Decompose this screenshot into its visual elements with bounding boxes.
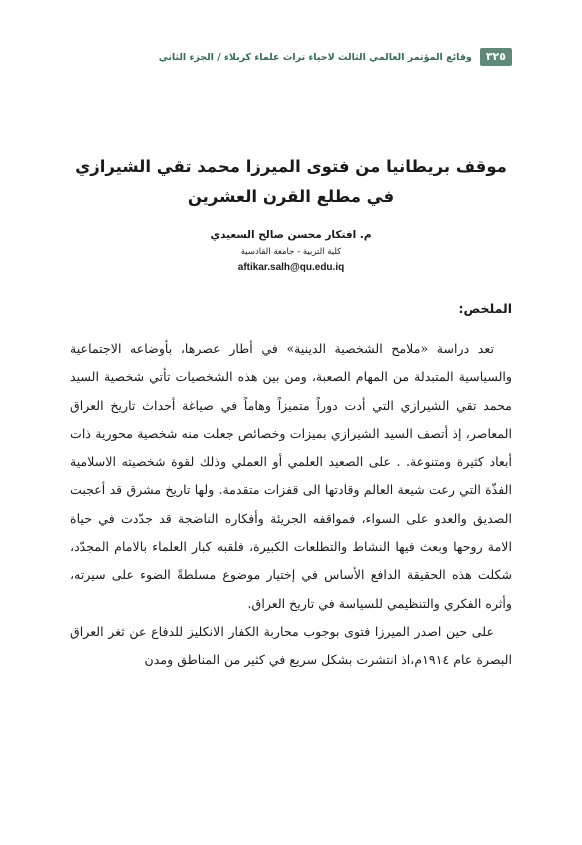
author-block <box>60 226 522 276</box>
abstract-body <box>70 335 512 675</box>
author-email: aftikar.salh@qu.edu.iq <box>237 262 345 273</box>
author-name: م. افتكار محسن صالح السعيدي <box>210 229 372 241</box>
abstract-paragraph-1: تعد دراسة «ملامح الشخصية الدينية» في أطار عصرها، بأوضاعه الاجتماعية والسياسية المتبدلة من المهام الصعبة، ومن بين هذه الشخصيات تأتي شخصية السيد محمد تقي الشيرازي التي أدت دوراً متميزاً وهاماً في صياغة أحداث تاريخ العراق المعاصر، إذ أتصف السيد الشيرازي بميزات وخصائص جعلت منه شخصية محورية ذات أبعاد كثيرة ومتنوعة. . على الصعيد العلمي أو العملي وذلك لقوة شخصيته الاسلامية الفذّة التي رعت شيعة العالم وقادتها الى قفزات متقدمة. ولها تاريخ مشرق قد أعجبت الصديق والعدو على السواء، فمواقفه الجريئة وأفكاره الناضجة قد جدّدت في حياة الامة روحها وبعث فيها النشاط والتطلعات الكبيرة، فلقبه كبار العلماء بالامام المجدّد، شكلت هذه الحقيقة الدافع الأساس في إختيار موضوع مسلطةً الضوء على سيرته، وأثره الفكري والتنظيمي للسياسة في تاريخ العراق. <box>70 341 512 611</box>
article-title: موقف بريطانيا من فتوى الميرزا محمد تقي الشيرازي في مطلع القرن العشرين <box>75 157 507 206</box>
page-header <box>70 46 512 68</box>
author-affiliation: كلية التربية - جامعة القادسية <box>240 247 342 257</box>
running-head: وقائع المؤتمر العالمي الثالث لاحياء تراث علماء كربلاء / الجزء الثاني <box>158 51 472 63</box>
page-number: ٣٢٥ <box>480 48 512 66</box>
abstract-heading: الملخص: <box>458 301 512 316</box>
abstract-paragraph-2: على حين اصدر الميرزا فتوى بوجوب محاربة الكفار الانكليز للدفاع عن ثغر العراق البصرة عام ١٩١٤م،اذ انتشرت بشكل سريع في كثير من المناطق ومدن <box>70 623 512 668</box>
